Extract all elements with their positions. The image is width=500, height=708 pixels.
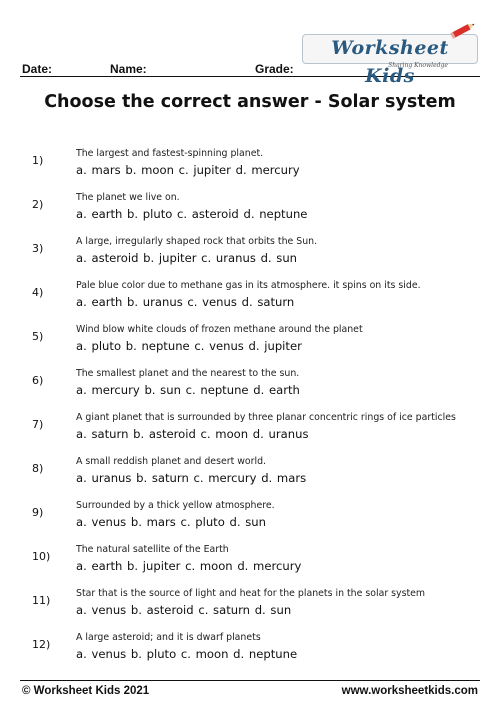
footer-rule [20,680,480,681]
question-number: 5) [32,330,44,343]
answer-options: a. earth b. pluto c. asteroid d. neptune [76,207,308,221]
question-number: 4) [32,286,44,299]
worksheet-kids-logo [298,20,484,87]
question-text: A large asteroid; and it is dwarf planets [76,632,261,643]
page-title: Choose the correct answer - Solar system [44,92,456,112]
question-text: A large, irregularly shaped rock that orbits the Sun. [76,236,318,247]
answer-options: a. venus b. asteroid c. saturn d. sun [76,603,292,617]
question-text: A small reddish planet and desert world. [76,456,267,467]
worksheet-header [0,0,500,87]
logo-title: Worksheet Kids [331,37,449,87]
answer-options: a. mercury b. sun c. neptune d. earth [76,383,300,397]
question-item [0,588,500,628]
question-text: Star that is the source of light and heat for the planets in the solar system [76,588,426,599]
question-item [0,236,500,276]
answer-options: a. saturn b. asteroid c. moon d. uranus [76,427,309,441]
answer-options: a. venus b. pluto c. moon d. neptune [76,647,298,661]
grade-label: Grade: [255,62,294,76]
question-item [0,544,500,584]
question-item [0,456,500,496]
question-text: Surrounded by a thick yellow atmosphere. [76,500,275,511]
answer-options: a. venus b. mars c. pluto d. sun [76,515,266,529]
question-item [0,632,500,672]
question-item [0,192,500,232]
answer-options: a. earth b. uranus c. venus d. saturn [76,295,295,309]
answer-options: a. uranus b. saturn c. mercury d. mars [76,471,307,485]
question-item [0,280,500,320]
question-number: 7) [32,418,44,431]
question-text: The largest and fastest-spinning planet. [76,148,264,159]
footer-copyright: © Worksheet Kids 2021 [22,685,150,697]
logo-tagline: Sharing Knowledge [388,62,448,69]
question-item [0,412,500,452]
answer-options: a. mars b. moon c. jupiter d. mercury [76,163,300,177]
question-number: 2) [32,198,44,211]
question-number: 6) [32,374,44,387]
answer-options: a. pluto b. neptune c. venus d. jupiter [76,339,302,353]
answer-options: a. asteroid b. jupiter c. uranus d. sun [76,251,298,265]
name-label: Name: [110,62,147,76]
question-number: 8) [32,462,44,475]
answer-options: a. earth b. jupiter c. moon d. mercury [76,559,302,573]
footer-website-link[interactable]: www.worksheetkids.com [341,685,478,697]
question-item [0,500,500,540]
question-number: 9) [32,506,44,519]
question-item [0,324,500,364]
question-item [0,368,500,408]
question-text: The smallest planet and the nearest to the sun. [76,368,300,379]
question-number: 1) [32,154,44,167]
question-text: Wind blow white clouds of frozen methane around the planet [76,324,363,335]
question-text: Pale blue color due to methane gas in its atmosphere. it spins on its side. [76,280,421,291]
question-text: The planet we live on. [76,192,180,203]
date-label: Date: [22,62,53,76]
question-number: 11) [32,594,51,607]
question-number: 10) [32,550,51,563]
question-text: A giant planet that is surrounded by three planar concentric rings of ice particles [76,412,456,423]
pencil-icon [448,20,478,40]
question-text: The natural satellite of the Earth [76,544,229,555]
question-number: 3) [32,242,44,255]
question-number: 12) [32,638,51,651]
question-item [0,148,500,188]
